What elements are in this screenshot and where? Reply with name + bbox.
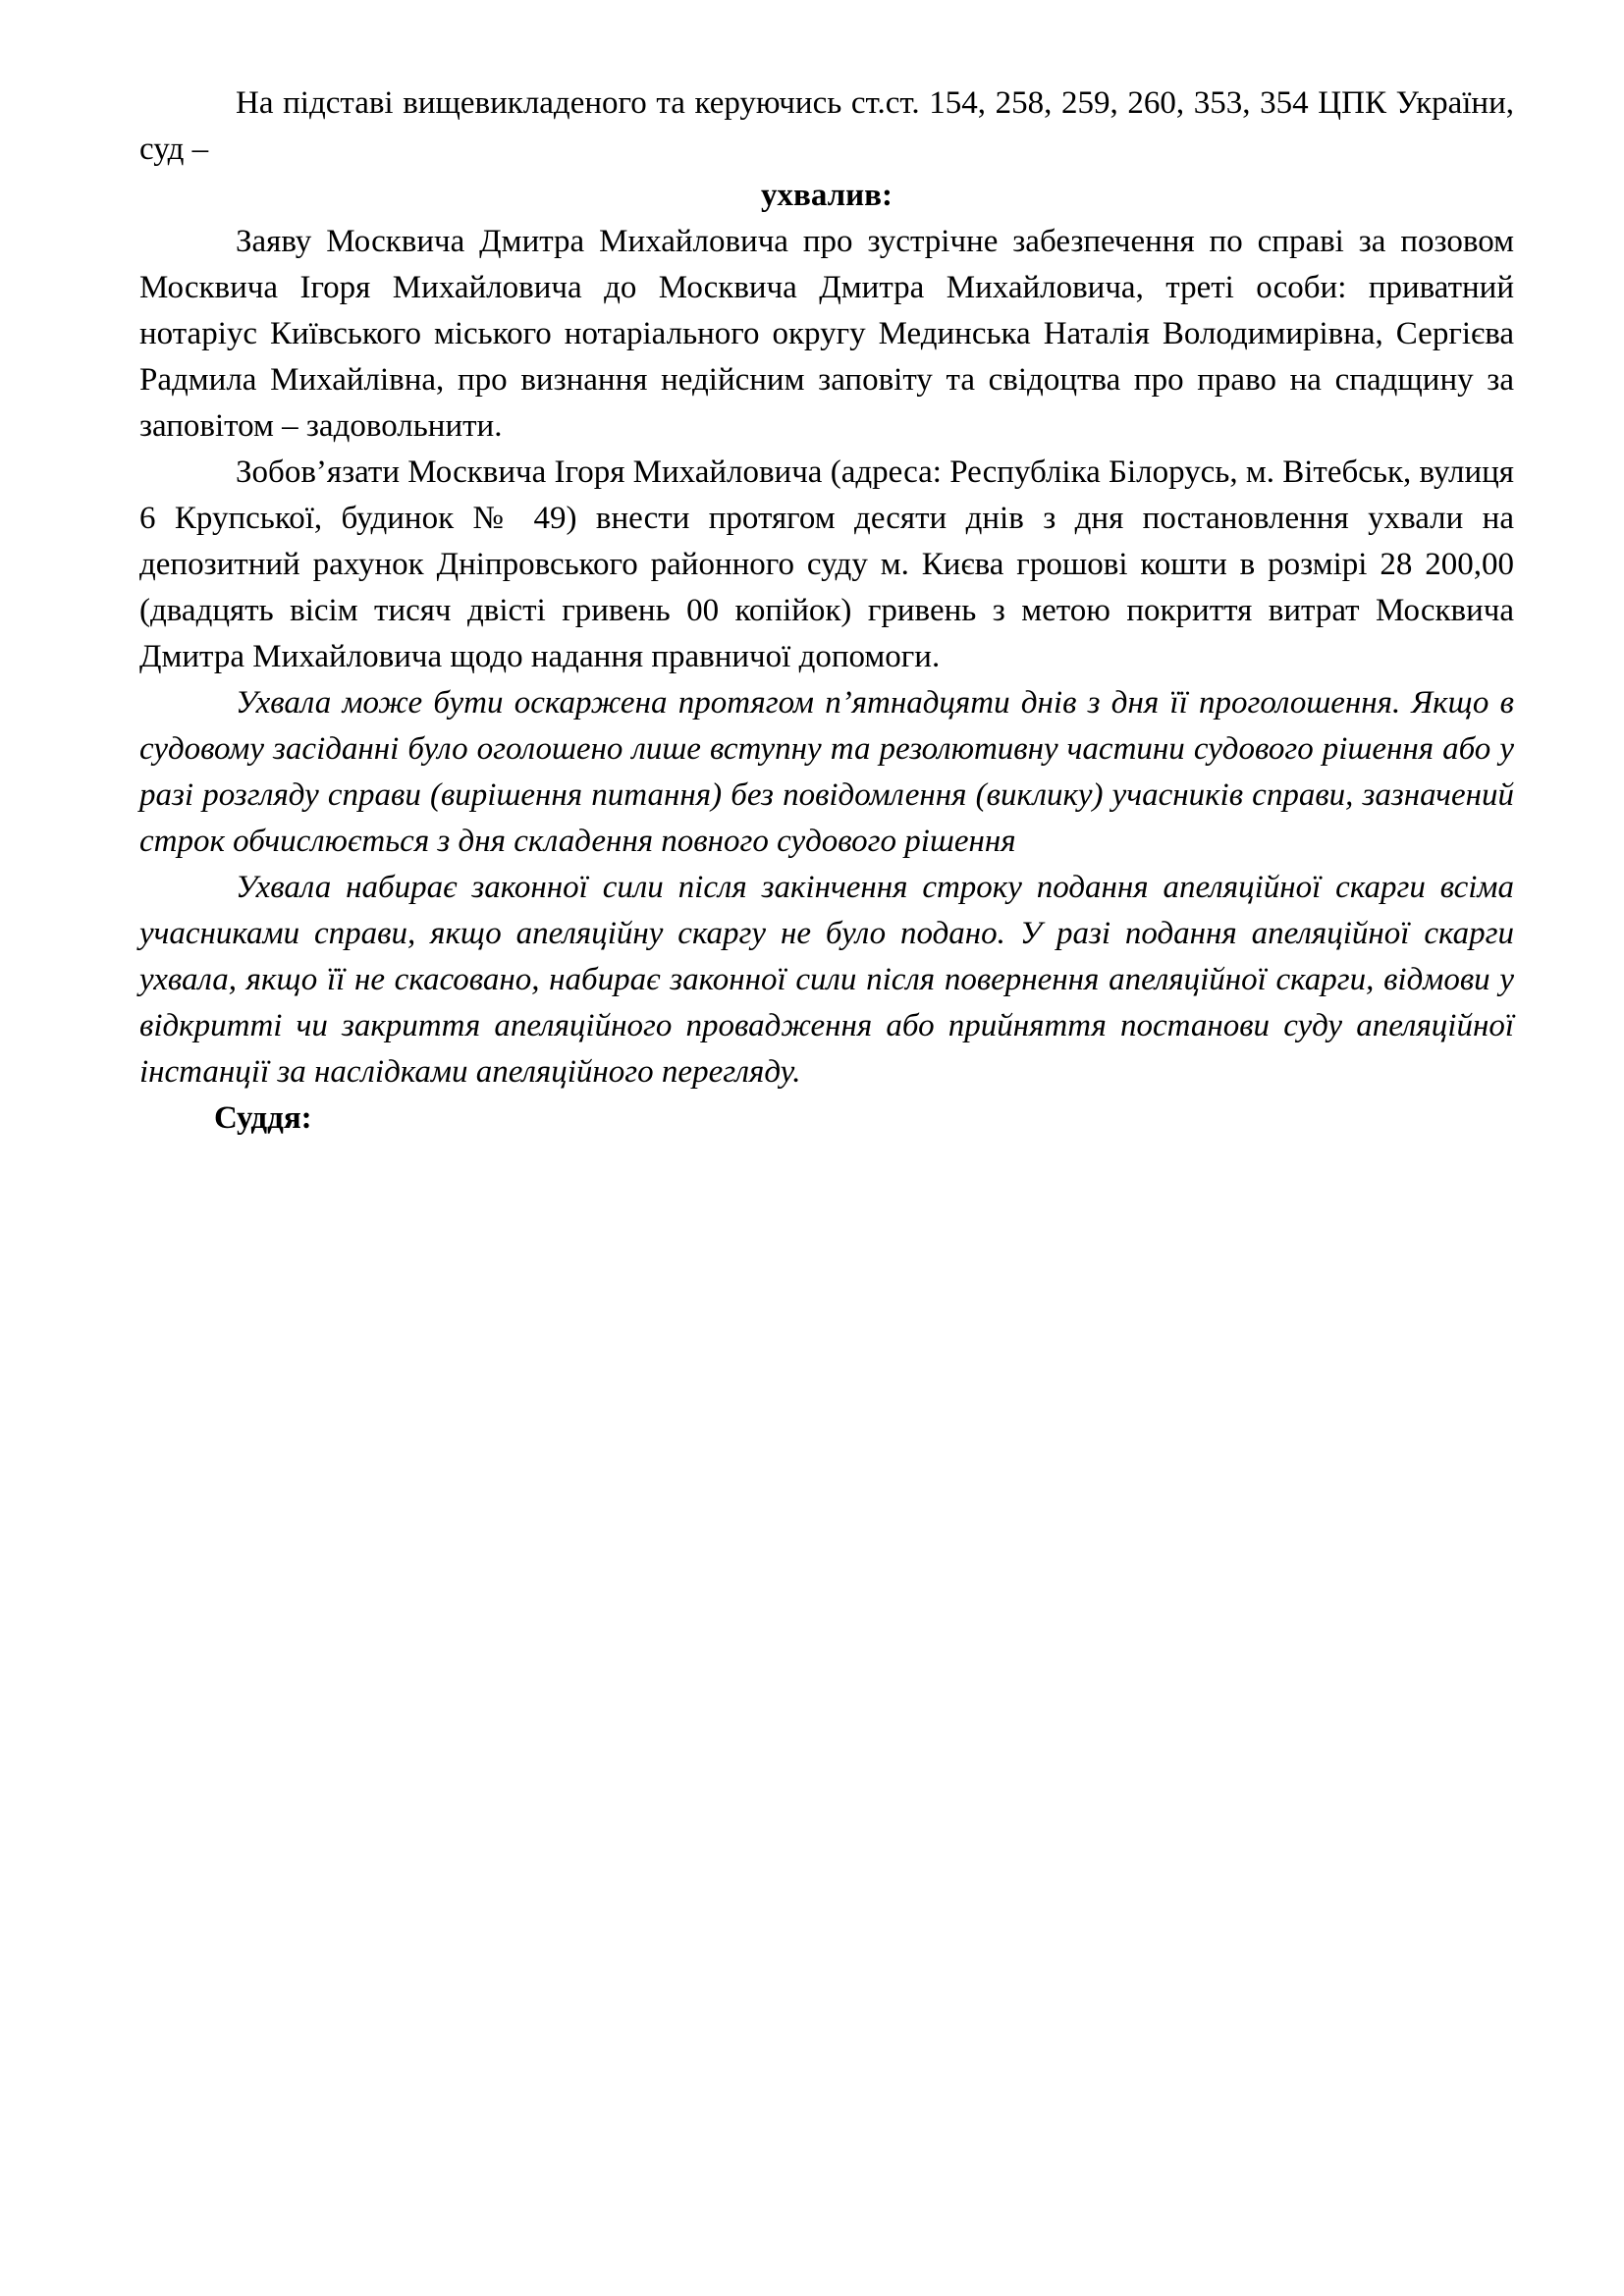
judge-label: Суддя: (214, 1100, 312, 1136)
ruling-heading: ухвалив: (761, 178, 893, 213)
legal-force-paragraph: Ухвала набирає законної сили після закінчення строку подання апеляційної скарги всіма учасниками справи, якщо апеляційну скаргу не було подано. У разі подання апеляційної скарги ухвала, якщо її не скасовано, набирає законної сили після повернення апеляційної скарги, відмови у відкритті чи закриття апеляційного провадження або прийняття постанови суду апеляційної інстанції за наслідками апеляційного перегляду. (139, 870, 1514, 1090)
appeal-term-paragraph: Ухвала може бути оскаржена протягом п’ятнадцяти днів з дня її проголошення. Якщо в судовому засіданні було оголошено лише вступну та резолютивну частини судового рішення або у разі розгляду справи (вирішення питання) без повідомлення (виклику) учасників справи, зазначений строк обчислюється з дня складення повного судового рішення (139, 685, 1514, 859)
intro-paragraph: На підставі вищевикладеного та керуючись ст.ст. 154, 258, 259, 260, 353, 354 ЦПК України, суд – (139, 85, 1514, 167)
court-ruling-text (139, 80, 1514, 1142)
obligation-paragraph: Зобов’язати Москвича Ігоря Михайловича (адреса: Республіка Білорусь, м. Вітебськ, вулиця 6 Крупської, будинок № 49) внести протягом десяти днів з дня постановлення ухвали на депозитний рахунок Дніпровського районного суду м. Києва грошові кошти в розмірі 28 200,00 (двадцять вісім тисяч двісті гривень 00 копійок) гривень з метою покриття витрат Москвича Дмитра Михайловича щодо надання правничої допомоги. (139, 454, 1514, 674)
decision-paragraph: Заяву Москвича Дмитра Михайловича про зустрічне забезпечення по справі за позовом Москвича Ігоря Михайловича до Москвича Дмитра Михайловича, треті особи: приватний нотаріус Київського міського нотаріального округу Мединська Наталія Володимирівна, Сергієва Радмила Михайлівна, про визнання недійсним заповіту та свідоцтва про право на спадщину за заповітом – задовольнити. (139, 224, 1514, 444)
